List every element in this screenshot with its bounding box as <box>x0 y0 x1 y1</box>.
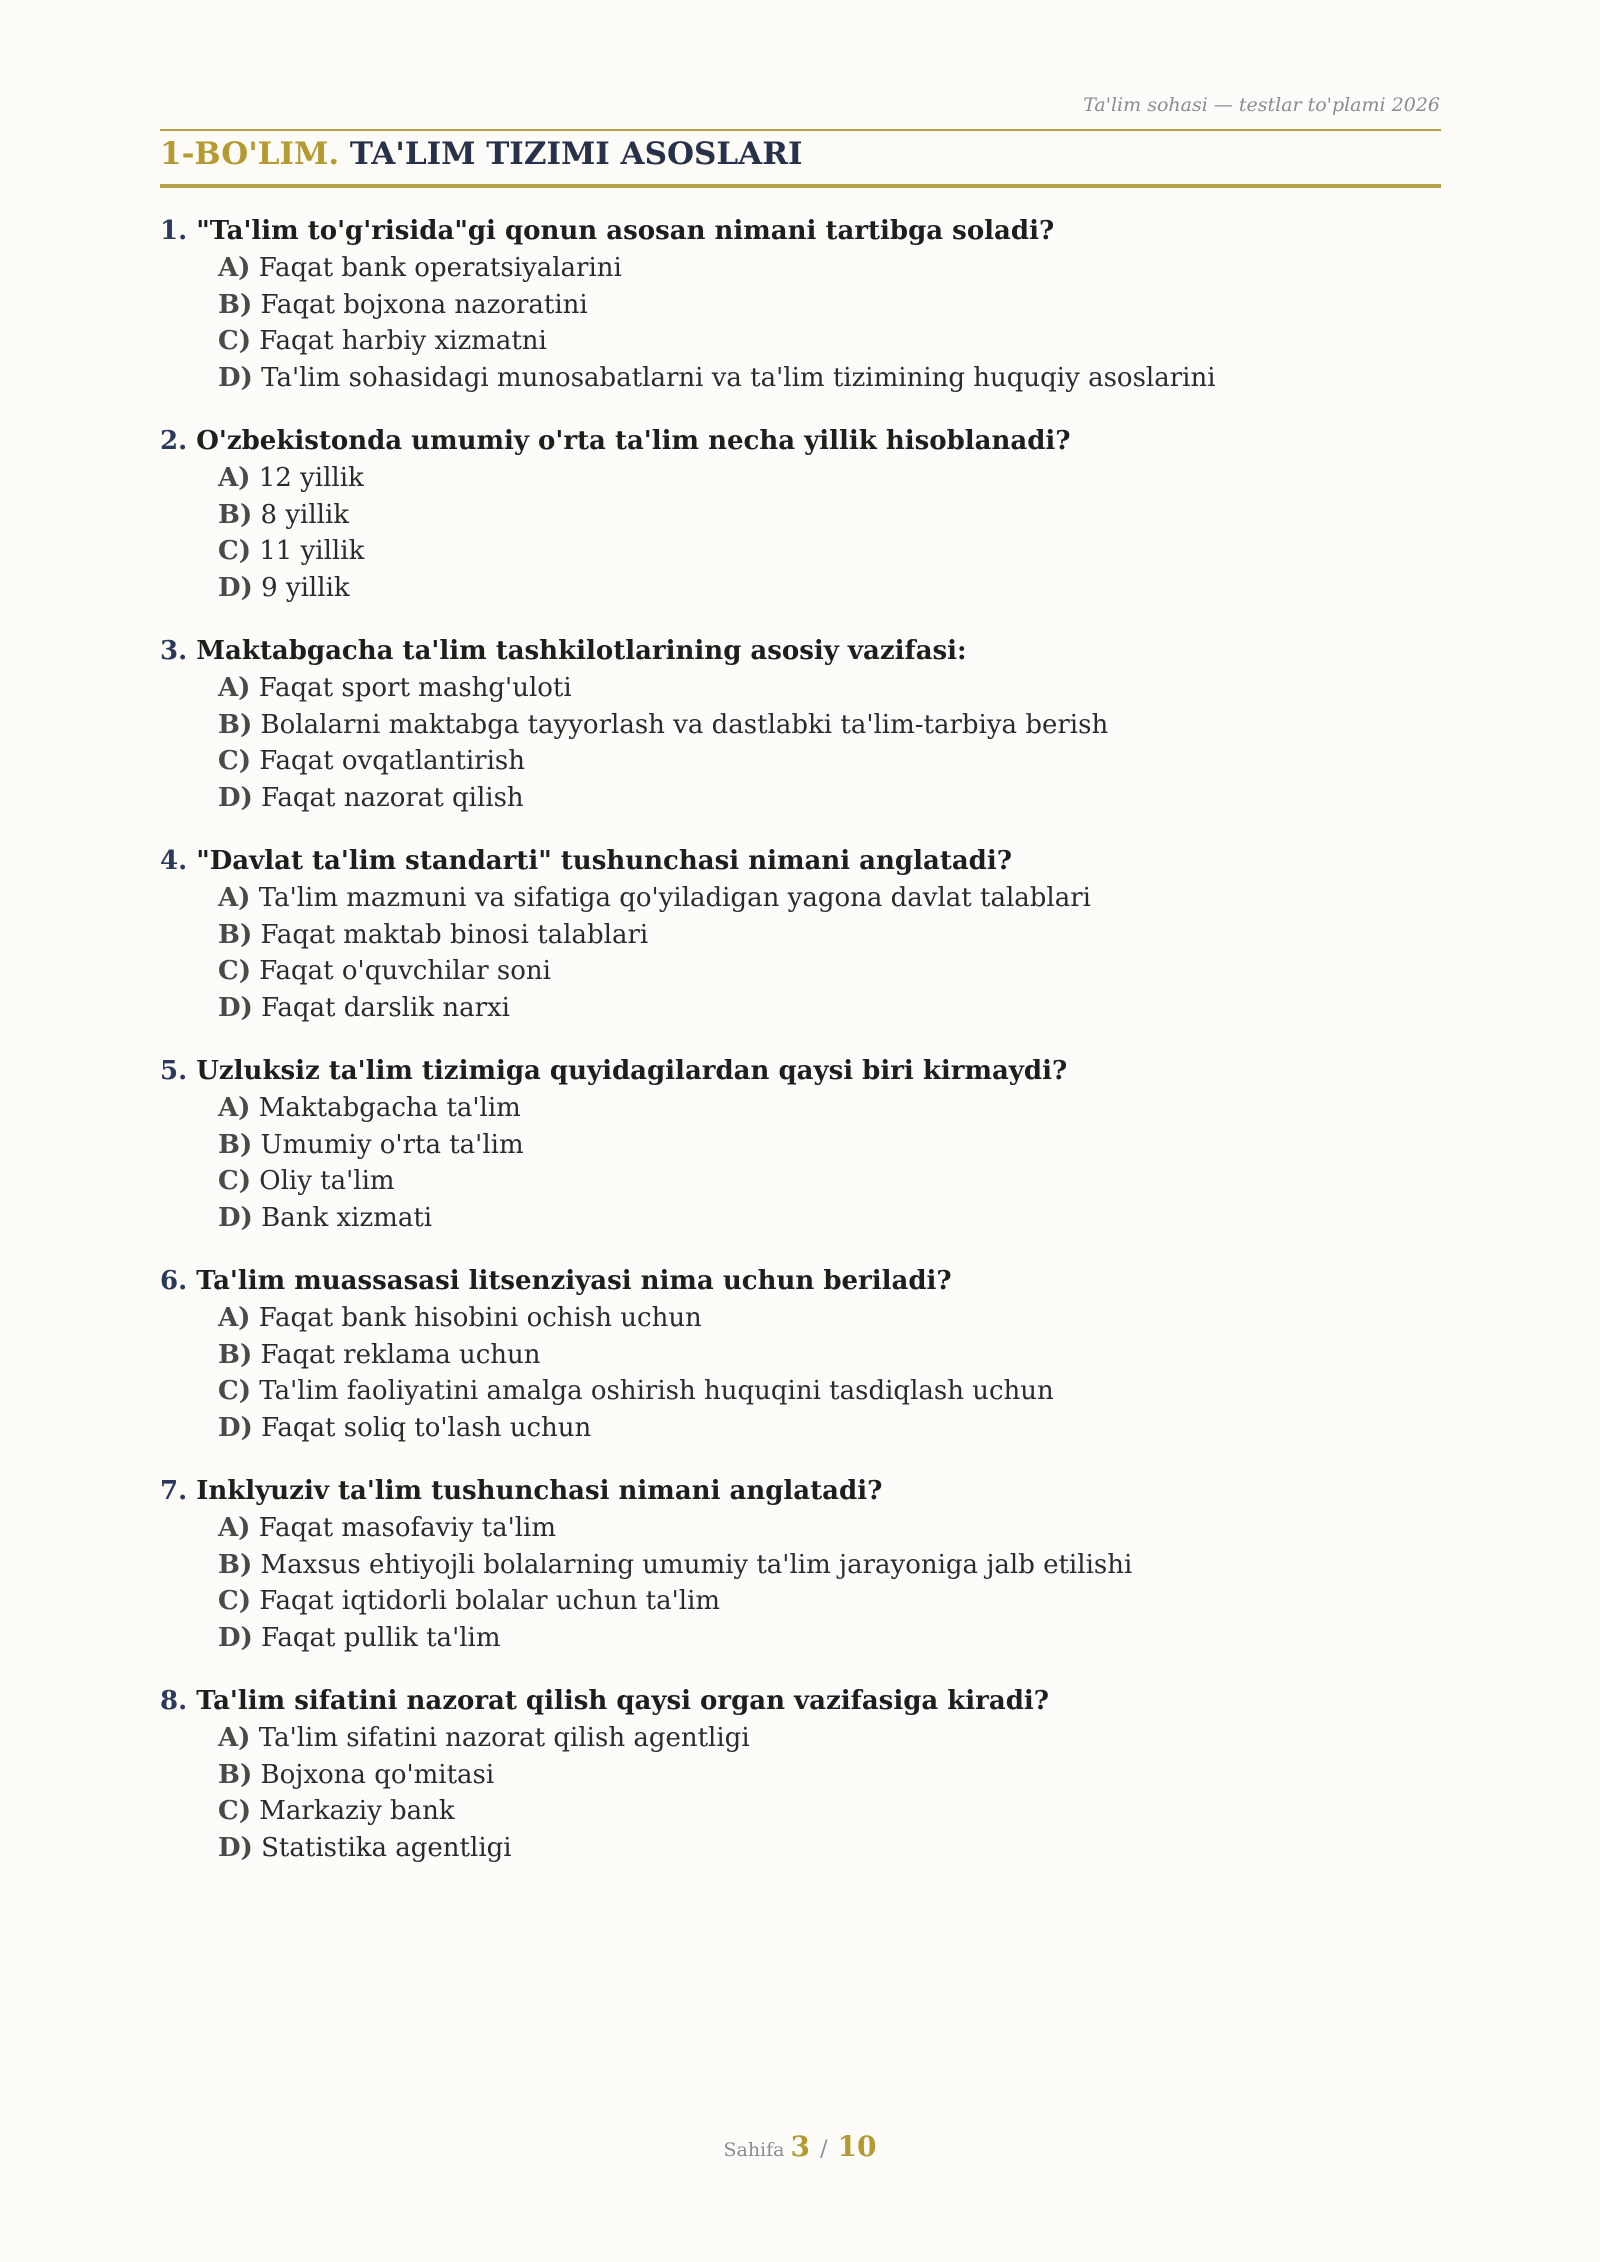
option-letter: C) <box>218 746 251 777</box>
question-number: 2. <box>160 426 188 456</box>
option-text: Faqat ovqatlantirish <box>259 746 525 777</box>
question-text <box>160 632 1441 670</box>
option-text: Faqat nazorat qilish <box>261 782 524 813</box>
option-text: Faqat sport mashg'uloti <box>258 673 572 703</box>
answer-option <box>218 1373 1441 1410</box>
question-text <box>160 1052 1441 1090</box>
question-text <box>160 212 1441 250</box>
question-item <box>160 422 1441 632</box>
question-text <box>160 1472 1441 1510</box>
answer-option <box>218 1720 1441 1757</box>
option-letter: A) <box>218 463 251 493</box>
answer-option <box>218 460 1441 497</box>
option-text: Maktabgacha ta'lim <box>258 1093 521 1123</box>
option-text: Bolalarni maktabga tayyorlash va dastlabki ta'lim-tarbiya berish <box>260 709 1109 740</box>
answer-option <box>218 1620 1441 1657</box>
option-text: Faqat harbiy xizmatni <box>259 326 547 357</box>
answer-option <box>218 1337 1441 1374</box>
answer-option <box>218 497 1441 534</box>
section-title: TA'LIM TIZIMI ASOSLARI <box>349 136 803 172</box>
question-number: 5. <box>160 1056 188 1086</box>
question-label: Uzluksiz ta'lim tizimiga quyidagilardan qaysi biri kirmaydi? <box>196 1056 1068 1086</box>
option-letter: D) <box>218 1832 253 1863</box>
question-text <box>160 1262 1441 1300</box>
option-text: 11 yillik <box>259 536 365 567</box>
answer-option <box>218 570 1441 607</box>
answer-option <box>218 1510 1441 1547</box>
answer-option <box>218 780 1441 817</box>
option-letter: C) <box>218 536 251 567</box>
option-text: Umumiy o'rta ta'lim <box>260 1129 524 1160</box>
option-letter: C) <box>218 1796 251 1827</box>
question-number: 1. <box>160 216 188 246</box>
option-letter: B) <box>218 709 253 740</box>
question-item <box>160 842 1441 1052</box>
option-text: Bank xizmati <box>261 1202 433 1233</box>
answer-option <box>218 1090 1441 1127</box>
option-letter: C) <box>218 956 251 987</box>
page-label: Sahifa <box>723 2139 785 2161</box>
option-text: Markaziy bank <box>259 1796 455 1827</box>
page-footer <box>0 2130 1600 2163</box>
answer-option <box>218 250 1441 287</box>
answer-option <box>218 880 1441 917</box>
option-text: 12 yillik <box>258 463 364 493</box>
total-pages-number: 10 <box>837 2130 877 2163</box>
option-text: Faqat masofaviy ta'lim <box>258 1513 556 1543</box>
option-letter: D) <box>218 362 253 393</box>
option-letter: D) <box>218 782 253 813</box>
option-letter: B) <box>218 499 253 530</box>
answer-option <box>218 917 1441 954</box>
option-text: Oliy ta'lim <box>259 1166 395 1197</box>
option-text: Maxsus ehtiyojli bolalarning umumiy ta'lim jarayoniga jalb etilishi <box>260 1549 1133 1580</box>
answer-option <box>218 1793 1441 1830</box>
question-label: Inklyuziv ta'lim tushunchasi nimani anglatadi? <box>196 1476 883 1506</box>
option-letter: A) <box>218 253 251 283</box>
question-text <box>160 1682 1441 1720</box>
option-text: Faqat bank operatsiyalarini <box>258 253 622 283</box>
answer-option <box>218 953 1441 990</box>
option-text: Faqat bojxona nazoratini <box>260 289 588 320</box>
option-text: Faqat iqtidorli bolalar uchun ta'lim <box>259 1586 721 1617</box>
option-letter: A) <box>218 1723 251 1753</box>
question-label: Maktabgacha ta'lim tashkilotlarining asosiy vazifasi: <box>196 636 967 666</box>
option-letter: D) <box>218 1622 253 1653</box>
question-number: 8. <box>160 1686 188 1716</box>
answer-option <box>218 1300 1441 1337</box>
option-text: Bojxona qo'mitasi <box>260 1759 495 1790</box>
option-letter: D) <box>218 1202 253 1233</box>
answer-option <box>218 1830 1441 1867</box>
answer-option <box>218 670 1441 707</box>
option-text: Faqat darslik narxi <box>261 992 510 1023</box>
question-number: 3. <box>160 636 188 666</box>
question-item <box>160 632 1441 842</box>
answer-option <box>218 1200 1441 1237</box>
option-letter: C) <box>218 1586 251 1617</box>
answer-option <box>218 990 1441 1027</box>
option-letter: B) <box>218 1549 253 1580</box>
option-text: Ta'lim mazmuni va sifatiga qo'yiladigan yagona davlat talablari <box>258 883 1091 913</box>
question-item <box>160 212 1441 422</box>
option-letter: B) <box>218 919 253 950</box>
question-label: Ta'lim muassasasi litsenziyasi nima uchun beriladi? <box>196 1266 952 1296</box>
option-text: Ta'lim sifatini nazorat qilish agentligi <box>258 1723 750 1753</box>
option-letter: C) <box>218 326 251 357</box>
question-label: "Ta'lim to'g'risida"gi qonun asosan nimani tartibga soladi? <box>196 216 1055 246</box>
question-number: 6. <box>160 1266 188 1296</box>
answer-option <box>218 1583 1441 1620</box>
answer-option <box>218 707 1441 744</box>
option-letter: A) <box>218 883 251 913</box>
page-separator: / <box>820 2137 828 2162</box>
question-label: O'zbekistonda umumiy o'rta ta'lim necha yillik hisoblanadi? <box>196 426 1071 456</box>
option-text: Ta'lim faoliyatini amalga oshirish huquqini tasdiqlash uchun <box>259 1376 1054 1407</box>
option-text: Statistika agentligi <box>261 1832 512 1863</box>
option-letter: A) <box>218 673 251 703</box>
question-item <box>160 1262 1441 1472</box>
option-text: Faqat maktab binosi talablari <box>260 919 649 950</box>
option-letter: D) <box>218 1412 253 1443</box>
answer-option <box>218 287 1441 324</box>
current-page-number: 3 <box>790 2130 811 2163</box>
answer-option <box>218 1757 1441 1794</box>
answer-option <box>218 360 1441 397</box>
option-letter: A) <box>218 1303 251 1333</box>
question-number: 7. <box>160 1476 188 1506</box>
option-text: 8 yillik <box>260 499 350 530</box>
question-label: "Davlat ta'lim standarti" tushunchasi nimani anglatadi? <box>196 846 1012 876</box>
question-item <box>160 1682 1441 1892</box>
option-letter: D) <box>218 992 253 1023</box>
question-list <box>160 212 1441 1892</box>
section-number: 1-BO'LIM. <box>160 136 340 172</box>
option-text: 9 yillik <box>261 572 350 603</box>
answer-option <box>218 1547 1441 1584</box>
running-header: Ta'lim sohasi — testlar to'plami 2026 <box>1083 94 1440 116</box>
option-letter: C) <box>218 1376 251 1407</box>
option-letter: C) <box>218 1166 251 1197</box>
section-divider <box>160 184 1441 188</box>
option-letter: B) <box>218 1129 253 1160</box>
question-text <box>160 422 1441 460</box>
answer-option <box>218 1127 1441 1164</box>
option-letter: B) <box>218 1759 253 1790</box>
option-letter: B) <box>218 289 253 320</box>
option-text: Faqat reklama uchun <box>260 1339 541 1370</box>
answer-option <box>218 533 1441 570</box>
option-text: Faqat soliq to'lash uchun <box>261 1412 592 1443</box>
question-item <box>160 1052 1441 1262</box>
option-text: Faqat pullik ta'lim <box>261 1622 501 1653</box>
section-heading <box>160 136 803 172</box>
answer-option <box>218 1163 1441 1200</box>
option-text: Ta'lim sohasidagi munosabatlarni va ta'lim tizimining huquqiy asoslarini <box>261 362 1216 393</box>
question-number: 4. <box>160 846 188 876</box>
question-text <box>160 842 1441 880</box>
answer-option <box>218 743 1441 780</box>
option-letter: D) <box>218 572 253 603</box>
option-letter: A) <box>218 1093 251 1123</box>
option-text: Faqat bank hisobini ochish uchun <box>258 1303 702 1333</box>
question-item <box>160 1472 1441 1682</box>
option-text: Faqat o'quvchilar soni <box>259 956 551 987</box>
header-divider <box>160 129 1441 131</box>
option-letter: B) <box>218 1339 253 1370</box>
option-letter: A) <box>218 1513 251 1543</box>
answer-option <box>218 323 1441 360</box>
question-label: Ta'lim sifatini nazorat qilish qaysi organ vazifasiga kiradi? <box>196 1686 1050 1716</box>
answer-option <box>218 1410 1441 1447</box>
